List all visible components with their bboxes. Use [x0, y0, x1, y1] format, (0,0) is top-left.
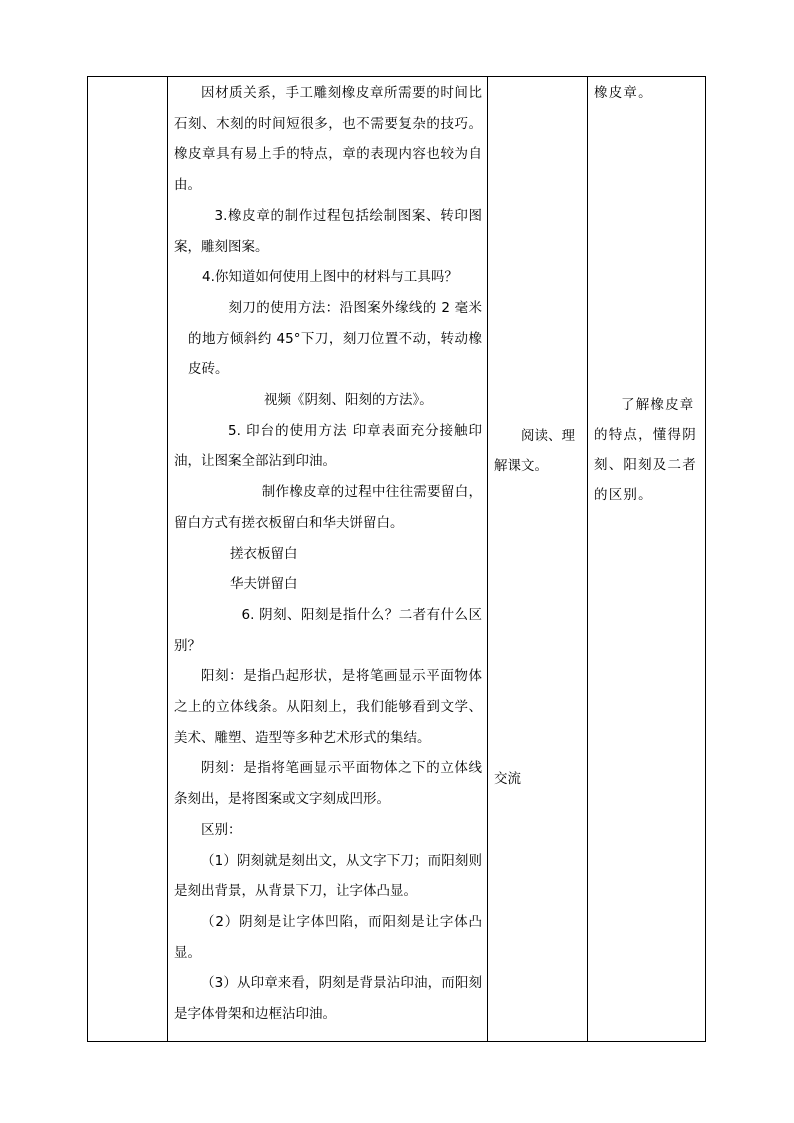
question-6: 6. 阴刻、阳刻是指什么？二者有什么区别？ — [174, 606, 482, 654]
paragraph-process: 3.橡皮章的制作过程包括绘制图案、转印图案，雕刻图案。 — [174, 207, 482, 255]
difference-3: （3）从印章来看，阴刻是背景沾印油，而阳刻是字体骨架和边框沾印油。 — [174, 975, 482, 1023]
paragraph-inkpad: 5. 印台的使用方法 印章表面充分接触印油，让图案全部沾到印油。 — [174, 422, 482, 470]
student-activity-reading: 阅读、理解课文。 — [494, 428, 575, 474]
paragraph-relief: 阳刻：是指凸起形状，是将笔画显示平面物体之上的立体线条。从阳刻上，我们能够看到文学、美术、雕塑、造型等多种艺术形式的集结。 — [174, 668, 482, 746]
paragraph-material: 因材质关系，手工雕刻橡皮章所需要的时间比石刻、木刻的时间短很多，也不需要复杂的技巧。橡皮章具有易上手的特点，章的表现内容也较为自由。 — [174, 85, 482, 194]
column-divider — [487, 76, 488, 1042]
difference-2: （2）阴刻是让字体凹陷，而阳刻是让字体凸显。 — [174, 913, 482, 961]
student-activity-exchange: 交流 — [494, 771, 521, 787]
paragraph-knife: 刻刀的使用方法：沿图案外缘线的 2 毫米的地方倾斜约 45°下刀，刻刀位置不动，转动橡皮砖。 — [188, 299, 482, 378]
difference-1: （1）阴刻就是刻出文，从文字下刀；而阳刻则是刻出背景，从背景下刀，让字体凸显。 — [174, 852, 482, 900]
blank-method-2: 华夫饼留白 — [230, 576, 298, 593]
paragraph-intaglio: 阴刻：是指将笔画显示平面物体之下的立体线条刻出，是将图案或文字刻成凹形。 — [174, 760, 482, 808]
video-title: 视频《阴刻、阳刻的方法》。 — [264, 392, 433, 409]
column-divider — [587, 76, 588, 1042]
goal-text: 了解橡皮章的特点，懂得阴刻、阳刻及二者的区别。 — [594, 397, 697, 503]
teaching-content-cell — [168, 76, 486, 1030]
blank-method-1: 搓衣板留白 — [230, 545, 298, 562]
goal-top-text: 橡皮章。 — [594, 85, 653, 101]
paragraph-blank-space: 制作橡皮章的过程中往往需要留白， 留白方式有搓衣板留白和华夫饼留白。 — [174, 484, 482, 531]
difference-heading: 区别： — [201, 821, 242, 838]
question-4: 4.你知道如何使用上图中的材料与工具吗？ — [202, 269, 458, 286]
